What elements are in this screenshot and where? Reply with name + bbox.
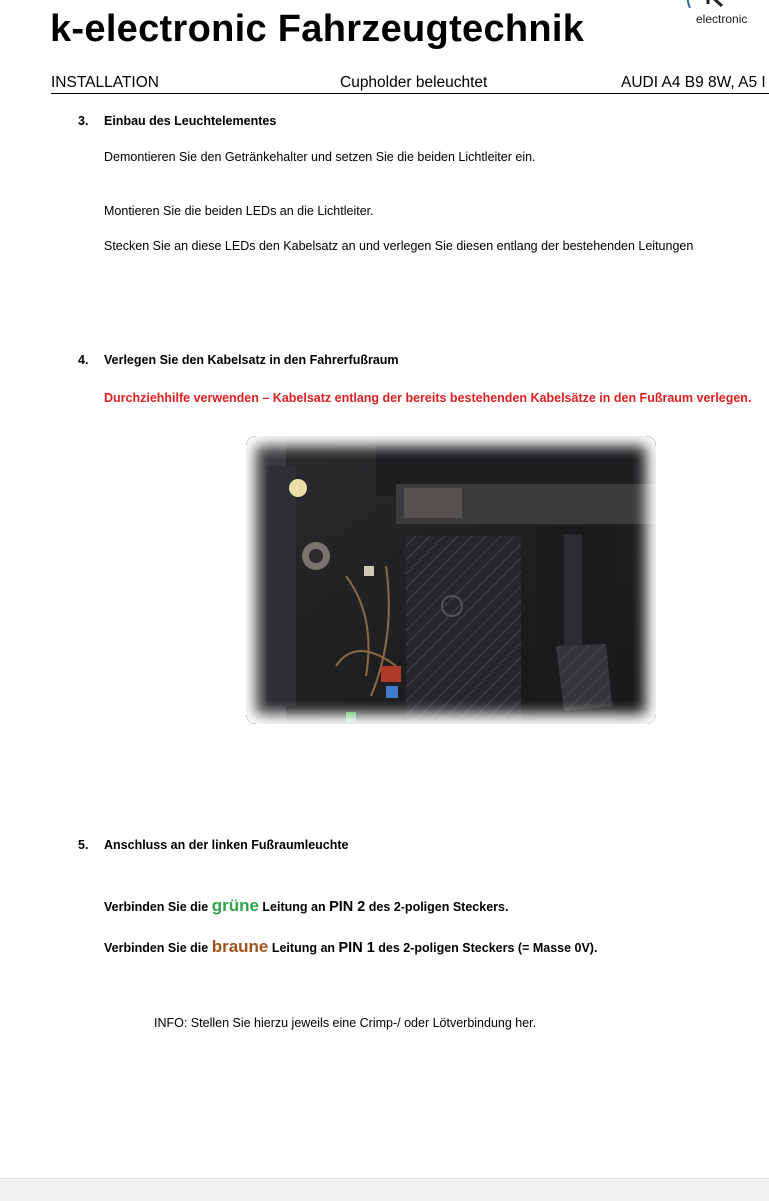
info-note: INFO: Stellen Sie hierzu jeweils eine Crimp-/ oder Lötverbindung her. bbox=[154, 1016, 537, 1030]
brown-wire-word: braune bbox=[211, 937, 269, 956]
routing-warning: Durchziehhilfe verwenden – Kabelsatz entlang der bereits bestehenden Kabelsätze in den Fußraum verlegen. bbox=[104, 391, 752, 405]
logo-text: electronic bbox=[696, 12, 748, 26]
document-title: k-electronic Fahrzeugtechnik bbox=[50, 8, 585, 50]
text-part: Leitung an bbox=[258, 900, 330, 914]
section-title: Einbau des Leuchtelementes bbox=[104, 114, 277, 128]
section-title: Anschluss an der linken Fußraumleuchte bbox=[104, 838, 349, 852]
header-row bbox=[51, 74, 769, 94]
text-part: des 2-poligen Steckers. bbox=[365, 900, 509, 914]
header-product: Cupholder beleuchtet bbox=[340, 74, 488, 91]
section-3-line-1: Demontieren Sie den Getränkehalter und setzen Sie die beiden Lichtleiter ein. bbox=[104, 150, 536, 164]
green-wire-word: grüne bbox=[211, 896, 259, 915]
header-divider bbox=[51, 93, 769, 94]
section-number: 5. bbox=[78, 838, 89, 852]
header-installation: INSTALLATION bbox=[51, 74, 159, 91]
text-part: Verbinden Sie die bbox=[104, 941, 212, 955]
text-part: des 2-poligen Steckers (= Masse 0V). bbox=[374, 941, 598, 955]
brown-wire-instruction bbox=[104, 937, 597, 957]
pin-label: PIN 2 bbox=[329, 899, 366, 915]
green-wire-instruction bbox=[104, 896, 508, 916]
viewer-bottom-bar bbox=[0, 1178, 769, 1201]
section-3-line-2: Montieren Sie die beiden LEDs an die Lichtleiter. bbox=[104, 204, 374, 218]
section-title: Verlegen Sie den Kabelsatz in den Fahrerfußraum bbox=[104, 353, 399, 367]
pin-label: PIN 1 bbox=[338, 940, 375, 956]
section-number: 3. bbox=[78, 114, 89, 128]
footwell-photo bbox=[246, 436, 656, 724]
section-number: 4. bbox=[78, 353, 89, 367]
section-3-line-3: Stecken Sie an diese LEDs den Kabelsatz an und verlegen Sie diesen entlang der bestehenden Leitungen bbox=[104, 239, 694, 253]
text-part: Leitung an bbox=[268, 941, 339, 955]
header-vehicle: AUDI A4 B9 8W, A5 I bbox=[621, 74, 766, 91]
text-part: Verbinden Sie die bbox=[104, 900, 212, 914]
